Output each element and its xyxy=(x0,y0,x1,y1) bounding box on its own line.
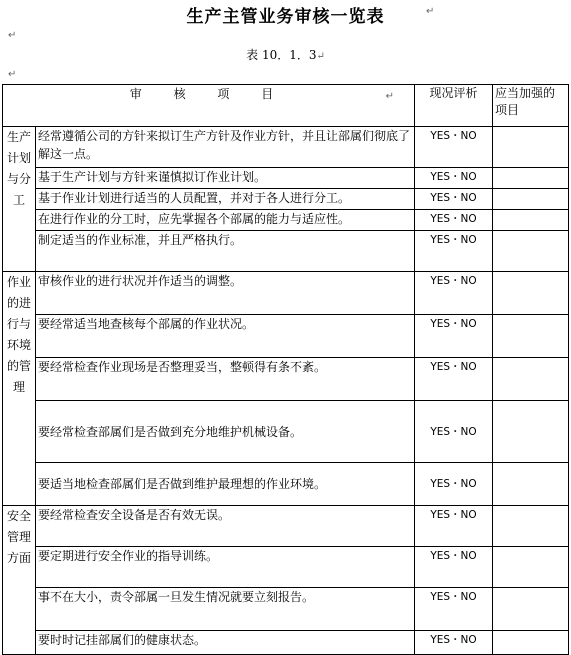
review-item: 审核作业的进行状况并作适当的调整。 xyxy=(36,272,415,315)
table-row xyxy=(3,401,569,463)
review-item: 要经常检查部属们是否做到充分地维护机械设备。 xyxy=(36,401,415,463)
paragraph-mark: ↵ xyxy=(8,69,17,80)
yes-no-toggle[interactable]: YES・NO xyxy=(415,272,493,315)
table-row xyxy=(3,315,569,358)
header-improve: 应当加强的项目 xyxy=(493,85,569,127)
review-item: 经常遵循公司的方针来拟订生产方针及作业方针，并且让部属们彻底了解这一点。 xyxy=(36,127,415,168)
review-item: 基于生产计划与方针来谨慎拟订作业计划。 xyxy=(36,168,415,189)
paragraph-mark: ↵ xyxy=(316,51,325,62)
table-row xyxy=(3,127,569,168)
yes-no-toggle[interactable]: YES・NO xyxy=(415,315,493,358)
review-table xyxy=(2,84,569,655)
review-item: 要经常检查作业现场是否整理妥当，整顿得有条不紊。 xyxy=(36,358,415,401)
page-title: 生产主管业务审核一览表 xyxy=(186,7,385,27)
improve-cell[interactable] xyxy=(493,401,569,463)
improve-cell[interactable] xyxy=(493,210,569,231)
improve-cell[interactable] xyxy=(493,358,569,401)
improve-cell[interactable] xyxy=(493,547,569,588)
review-item: 要经常检查安全设备是否有效无误。 xyxy=(36,506,415,547)
improve-cell[interactable] xyxy=(493,463,569,506)
paragraph-mark: ↵ xyxy=(8,30,17,41)
yes-no-toggle[interactable]: YES・NO xyxy=(415,401,493,463)
improve-cell[interactable] xyxy=(493,588,569,631)
category-cell: 生产计划与分工 xyxy=(3,127,36,272)
header-review-item: 审 核 项 目 ↵ xyxy=(3,85,415,127)
table-header-row xyxy=(3,85,569,127)
improve-cell[interactable] xyxy=(493,315,569,358)
table-row xyxy=(3,231,569,272)
improve-cell[interactable] xyxy=(493,127,569,168)
table-row xyxy=(3,210,569,231)
improve-cell[interactable] xyxy=(493,189,569,210)
review-item: 制定适当的作业标准，并且严格执行。 xyxy=(36,231,415,272)
improve-cell[interactable] xyxy=(493,631,569,655)
table-caption: 表 10．1．3↵ xyxy=(246,48,325,62)
paragraph-mark: ↵ xyxy=(426,6,435,17)
yes-no-toggle[interactable]: YES・NO xyxy=(415,210,493,231)
improve-cell[interactable] xyxy=(493,272,569,315)
review-item: 在进行作业的分工时，应先掌握各个部属的能力与适应性。 xyxy=(36,210,415,231)
yes-no-toggle[interactable]: YES・NO xyxy=(415,463,493,506)
yes-no-toggle[interactable]: YES・NO xyxy=(415,506,493,547)
category-cell: 作业的进行与环境的管理 xyxy=(3,272,36,506)
category-cell: 安全管理方面 xyxy=(3,506,36,655)
yes-no-toggle[interactable]: YES・NO xyxy=(415,189,493,210)
table-row xyxy=(3,547,569,588)
yes-no-toggle[interactable]: YES・NO xyxy=(415,168,493,189)
table-row xyxy=(3,168,569,189)
yes-no-toggle[interactable]: YES・NO xyxy=(415,588,493,631)
review-item: 要定期进行安全作业的指导训练。 xyxy=(36,547,415,588)
review-item: 事不在大小，责令部属一旦发生情况就要立刻报告。 xyxy=(36,588,415,631)
table-row xyxy=(3,463,569,506)
yes-no-toggle[interactable]: YES・NO xyxy=(415,358,493,401)
review-item: 要时时记挂部属们的健康状态。 xyxy=(36,631,415,655)
improve-cell[interactable] xyxy=(493,168,569,189)
improve-cell[interactable] xyxy=(493,506,569,547)
improve-cell[interactable] xyxy=(493,231,569,272)
table-row xyxy=(3,506,569,547)
review-item: 基于作业计划进行适当的人员配置，并对于各人进行分工。 xyxy=(36,189,415,210)
yes-no-toggle[interactable]: YES・NO xyxy=(415,547,493,588)
yes-no-toggle[interactable]: YES・NO xyxy=(415,631,493,655)
review-item: 要经常适当地查核每个部属的作业状况。 xyxy=(36,315,415,358)
table-row xyxy=(3,189,569,210)
table-row xyxy=(3,358,569,401)
yes-no-toggle[interactable]: YES・NO xyxy=(415,231,493,272)
table-row xyxy=(3,631,569,655)
header-status: 现况评析 xyxy=(415,85,493,127)
table-row xyxy=(3,272,569,315)
review-item: 要适当地检查部属们是否做到维护最理想的作业环境。 xyxy=(36,463,415,506)
table-row xyxy=(3,588,569,631)
yes-no-toggle[interactable]: YES・NO xyxy=(415,127,493,168)
